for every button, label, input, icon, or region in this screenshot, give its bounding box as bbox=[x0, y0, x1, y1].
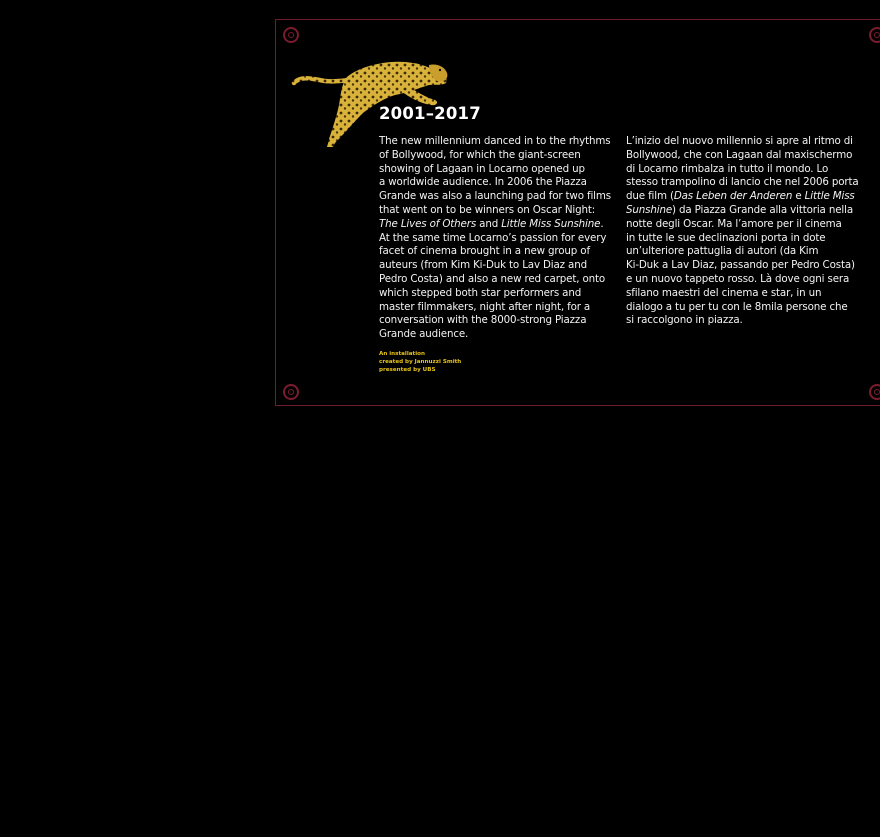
text-line: auteurs (from Kim Ki-Duk to Lav Diaz and bbox=[379, 259, 587, 272]
text-line: in tutte le sue declinazioni porta in dote bbox=[626, 231, 826, 244]
text-line: At the same time Locarno’s passion for every bbox=[379, 231, 607, 244]
grommet-top-left bbox=[283, 27, 299, 43]
text-line: di Locarno rimbalza in tutto il mondo. Lo bbox=[626, 162, 829, 175]
text-line: master filmmakers, night after night, for a bbox=[379, 300, 591, 313]
text-line: un’ulteriore pattuglia di autori (da Kim bbox=[626, 245, 819, 258]
text-line: Grande audience. bbox=[379, 328, 469, 341]
grommet-bottom-left bbox=[283, 384, 299, 400]
text-line: Pedro Costa) and also a new red carpet, onto bbox=[379, 272, 606, 285]
text-line: showing of Lagaan in Locarno opened up bbox=[379, 162, 585, 175]
text-line: si raccolgono in piazza. bbox=[626, 314, 743, 327]
text-line: Grande was also a launching pad for two films bbox=[379, 190, 611, 203]
text-line: that went on to be winners on Oscar Night: bbox=[379, 203, 596, 216]
text-line: Sunshine) da Piazza Grande alla vittoria nella bbox=[626, 203, 853, 216]
text-line: Ki-Duk a Lav Diaz, passando per Pedro Costa) bbox=[626, 259, 855, 272]
text-line: Bollywood, che con Lagaan dal maxischermo bbox=[626, 148, 853, 161]
text-line: which stepped both star performers and bbox=[379, 286, 582, 299]
text-line: L’inizio del nuovo millennio si apre al ritmo di bbox=[626, 135, 853, 147]
credit-line: presented by UBS bbox=[379, 367, 436, 374]
text-line: The Lives of Others and Little Miss Sunshine. bbox=[379, 217, 604, 230]
text-line: conversation with the 8000-strong Piazza bbox=[379, 314, 587, 327]
period-heading: 2001–2017 bbox=[379, 104, 481, 123]
installation-credits bbox=[379, 350, 461, 375]
text-line: of Bollywood, for which the giant-screen bbox=[379, 148, 581, 161]
text-line: notte degli Oscar. Ma l’amore per il cinema bbox=[626, 217, 842, 230]
text-line: dialogo a tu per tu con le 8mila persone che bbox=[626, 300, 848, 313]
grommet-top-right bbox=[869, 27, 880, 43]
english-text bbox=[379, 135, 611, 342]
text-line: facet of cinema brought in a new group of bbox=[379, 245, 590, 258]
text-line: a worldwide audience. In 2006 the Piazza bbox=[379, 176, 587, 189]
italian-text bbox=[626, 135, 859, 328]
grommet-bottom-right bbox=[869, 384, 880, 400]
text-line: e un nuovo tappeto rosso. Là dove ogni sera bbox=[626, 272, 850, 285]
text-line: due film (Das Leben der Anderen e Little Miss bbox=[626, 190, 855, 203]
text-line: stesso trampolino di lancio che nel 2006 porta bbox=[626, 176, 859, 189]
credit-line: created by Jannuzzi Smith bbox=[379, 359, 462, 366]
text-line: The new millennium danced in to the rhythms bbox=[379, 135, 611, 147]
credit-line: An installation bbox=[379, 351, 425, 357]
text-line: sfilano maestri del cinema e star, in un bbox=[626, 286, 822, 299]
